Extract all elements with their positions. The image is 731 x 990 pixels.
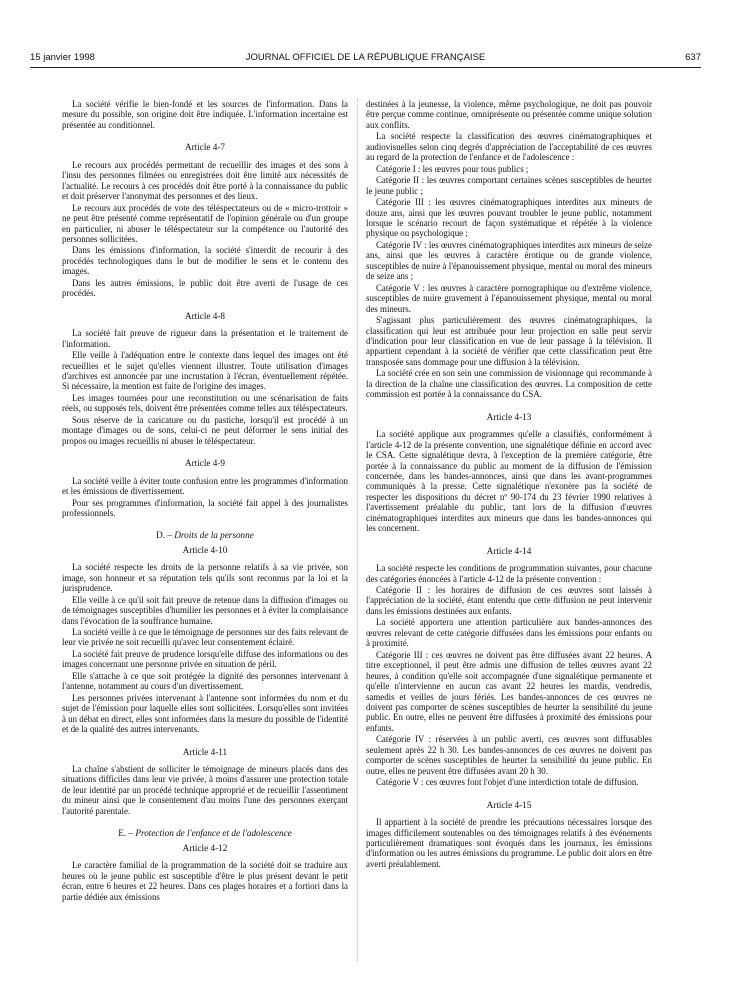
paragraph: Pour ses programmes d'information, la société fait appel à des journalistes professionnels. <box>62 497 348 518</box>
paragraph: Catégorie III : ces œuvres ne doivent pas être diffusées avant 22 heures. A titre exceptionnel, il peut être admis une diffusion de telles œuvres avant 22 heures, à condition qu'elle soit accompagnée d'une signalétique permanente et qu'elle n'intervienne en aucun cas avant 22 heures les mardis, vendredis, samedis et veilles de jours fériés. Les bandes-annonces de ces œuvres ne doivent pas comporter de scènes susceptibles de heurter la sensibilité du jeune public. En outre, elles ne peuvent être diffusées à proximité des émissions pour enfants. <box>366 649 652 733</box>
article-heading: Article 4-13 <box>486 411 532 422</box>
paragraph: Le recours aux procédés de vote des téléspectateurs ou de « micro-trottoir » ne peut être présenté comme représentatif de l'opinion générale ou d'un groupe en particulier, ni abuser le téléspectateur sur la compétence ou l'autorité des personnes sollicitées. <box>62 202 348 244</box>
section-label: Droits de la personne <box>174 530 254 541</box>
header-rule <box>30 67 701 68</box>
paragraph: Les personnes privées intervenant à l'antenne sont informées du nom et du sujet de l'émission pour laquelle elles sont sollicitées. Lorsqu'elles sont invitées à un débat en direct, elles sont informées dans la mesure du possible de l'identité et de la qualité des autres intervenants. <box>62 692 348 735</box>
paragraph: La société veille à éviter toute confusion entre les programmes d'information et les émissions de divertissement. <box>62 475 348 497</box>
paragraph: Catégorie II : les œuvres comportant certaines scènes susceptibles de heurter le jeune public ; <box>366 175 652 196</box>
paragraph: Catégorie V : les œuvres à caractère pornographique ou d'extrême violence, susceptibles de nuire gravement à l'épanouissement physique, mental ou moral des mineurs. <box>366 282 652 314</box>
article-heading: Article 4-8 <box>184 310 226 321</box>
paragraph: La société respecte les conditions de programmation suivantes, pour chacune des catégories énoncées à l'article 4-12 de la présente convention : <box>366 563 652 584</box>
paragraph: Catégorie IV : les œuvres cinématographiques interdites aux mineurs de seize ans, ainsi que les œuvres à caractère érotique ou de grande violence, susceptibles de nuire à l'épanouissement physique, mental ou moral des mineurs de seize ans ; <box>366 239 652 282</box>
section-heading-d <box>62 530 348 540</box>
paragraph: Dans les autres émissions, le public doit être averti de l'usage de ces procédés. <box>62 277 348 299</box>
paragraph: La société fait preuve de rigueur dans la présentation et le traitement de l'information. <box>62 328 348 349</box>
paragraph: destinées à la jeunesse, la violence, même psychologique, ne doit pas pouvoir être perçue comme continue, omniprésente ou présentée comme unique solution aux conflits. <box>366 99 652 130</box>
section-prefix: D. – <box>156 530 172 541</box>
paragraph: La chaîne s'abstient de solliciter le témoignage de mineurs placés dans des situations difficiles dans leur vie privée, à moins d'assurer une protection totale de leur identité par un procédé technique approprié et de recueillir l'assentiment du mineur ainsi que le consentement d'au moins l'une des personnes exerçant l'autorité parentale. <box>62 764 348 816</box>
paragraph: Catégorie I : les œuvres pour tous publics ; <box>376 163 529 174</box>
article-heading: Article 4-10 <box>182 544 228 555</box>
column-separator <box>357 99 358 961</box>
article-heading: Article 4-9 <box>184 458 226 469</box>
paragraph: La société respecte les droits de la personne relatifs à sa vie privée, son image, son honneur et sa réputation tels qu'ils sont reconnus par la loi et la jurisprudence. <box>62 562 348 594</box>
paragraph: Elle veille à ce qu'il soit fait preuve de retenue dans la diffusion d'images ou de témoignages susceptibles d'humilier les personnes et à éviter la complaisance dans l'évocation de la souffrance humaine. <box>62 594 348 626</box>
paragraph: Catégorie III : les œuvres cinématographiques interdites aux mineurs de douze ans, ainsi que les œuvres pouvant troubler le jeune public, notamment lorsque le scénario recourt de façon systématique et répétée à la violence physique ou psychologique ; <box>366 197 652 239</box>
paragraph: Elle s'attache à ce que soit protégée la dignité des personnes intervenant à l'antenne, notamment au cours d'un divertissement. <box>62 670 348 692</box>
paragraph: Le caractère familial de la programmation de la société doit se traduire aux heures où le jeune public est susceptible d'être le plus présent devant le petit écran, entre 6 heures et 22 heures. Dans ces plages horaires et a fortiori dans la partie dédiée aux émissions <box>62 860 348 902</box>
paragraph: La société respecte la classification des œuvres cinématographiques et audiovisuelles selon cinq degrés d'appréciation de l'acceptabilité de ces œuvres au regard de la protection de l'enfance et de l'adolescence : <box>366 131 652 163</box>
paragraph: Catégorie IV : réservées à un public averti, ces œuvres sont diffusables seulement après 22 h 30. Les bandes-annonces de ces œuvres ne doivent pas comporter de scènes susceptibles de heurter la sensibilité du jeune public. En outre, elles ne peuvent être diffusées avant 20 h 30. <box>366 734 652 776</box>
paragraph: Catégorie II : les horaires de diffusion de ces œuvres sont laissés à l'appréciation de la société, étant entendu que cette diffusion ne peut intervenir dans les émissions destinées aux enfants. <box>366 585 652 616</box>
header-date: 15 janvier 1998 <box>30 52 95 63</box>
section-heading-e <box>62 828 348 838</box>
paragraph: La société veille à ce que le témoignage de personnes sur des faits relevant de leur vie privée ne soit recueilli qu'avec leur consentement éclairé. <box>62 627 348 648</box>
article-heading: Article 4-12 <box>182 842 228 853</box>
page-header <box>30 52 701 68</box>
article-heading: Article 4-15 <box>486 799 532 810</box>
article-heading: Article 4-7 <box>184 142 226 153</box>
paragraph: S'agissant plus particulièrement des œuvres cinématographiques, la classification qui leur est attribuée pour leur projection en salle peut servir d'indication pour leur classification en vue de leur passage à la télévision. Il appartient cependant à la société de vérifier que cette classification peut être transposée sans dommage pour une diffusion à la télévision. <box>366 315 652 367</box>
paragraph: Catégorie V : ces œuvres font l'objet d'une interdiction totale de diffusion. <box>376 777 639 788</box>
paragraph: Sous réserve de la caricature ou du pastiche, lorsqu'il est procédé à un montage d'images ou de sons, celui-ci ne peut déformer le sens initial des propos ou images recueillis ni abuser le téléspectateur. <box>62 414 348 446</box>
right-column <box>366 99 652 870</box>
section-label: Protection de l'enfance et de l'adolescence <box>135 828 292 839</box>
paragraph: Elle veille à l'adéquation entre le contexte dans lequel des images ont été recueillies et le sujet qu'elles viennent illustrer. Toute utilisation d'images d'archives est annoncée par une incrustation à l'écran, éventuellement répétée. Si nécessaire, la mention est faite de l'origine des images. <box>62 350 348 392</box>
paragraph: La société vérifie le bien-fondé et les sources de l'information. Dans la mesure du possible, son origine doit être indiquée. L'information incertaine est présentée au conditionnel. <box>62 99 348 130</box>
paragraph: La société crée en son sein une commission de visionnage qui recommande à la direction de la chaîne une classification des œuvres. La composition de cette commission est portée à la connaissance du CSA. <box>366 368 652 400</box>
paragraph: La société applique aux programmes qu'elle a classifiés, conformément à l'article 4-12 de la présente convention, une signalétique définie en accord avec le CSA. Cette signalétique devra, à l'exception de la première catégorie, être portée à la connaissance du public au moment de la diffusion de l'émission concernée, dans les bandes-annonces, ainsi que dans les avant-programmes communiqués à la presse. Cette signalétique n'exonère pas la société de respecter les dispositions du décret nº 90-174 du 23 février 1990 relatives à l'avertissement préalable du public, tant lors de la diffusion d'œuvres cinématographiques interdites aux mineurs que dans les bandes-annonces qui les concernent. <box>366 429 652 534</box>
article-heading: Article 4-14 <box>486 545 532 556</box>
paragraph: Les images tournées pour une reconstitution ou une scénarisation de faits réels, ou supposés tels, doivent être présentées comme telles aux téléspectateurs. <box>62 392 348 414</box>
section-prefix: E. – <box>118 828 134 839</box>
article-heading: Article 4-11 <box>182 746 228 757</box>
paragraph: La société fait preuve de prudence lorsqu'elle diffuse des informations ou des images concernant une personne privée en situation de péril. <box>62 648 348 670</box>
paragraph: Il appartient à la société de prendre les précautions nécessaires lorsque des images difficilement soutenables ou des témoignages relatifs à des événements particulièrement dramatiques sont évoqués dans les journaux, les émissions d'information ou les autres émissions du programme. Le public doit alors en être averti préalablement. <box>366 817 652 869</box>
paragraph: Dans les émissions d'information, la société s'interdit de recourir à des procédés technologiques dans le but de modifier le sens et le contenu des images. <box>62 245 348 277</box>
paragraph: Le recours aux procédés permettant de recueillir des images et des sons à l'insu des personnes filmées ou enregistrées doit être limité aux nécessités de l'actualité. Le recours à ces procédés doit être porté à la connaissance du public et doit préserver l'anonymat des personnes et des lieux. <box>62 159 348 202</box>
left-column <box>62 99 348 903</box>
paragraph: La société apportera une attention particulière aux bandes-annonces des œuvres relevant de cette catégorie diffusées dans les émissions pour enfants ou à proximité. <box>366 617 652 649</box>
header-title: JOURNAL OFFICIEL DE LA RÉPUBLIQUE FRANÇAISE <box>245 52 486 63</box>
header-page-number: 637 <box>685 52 701 63</box>
